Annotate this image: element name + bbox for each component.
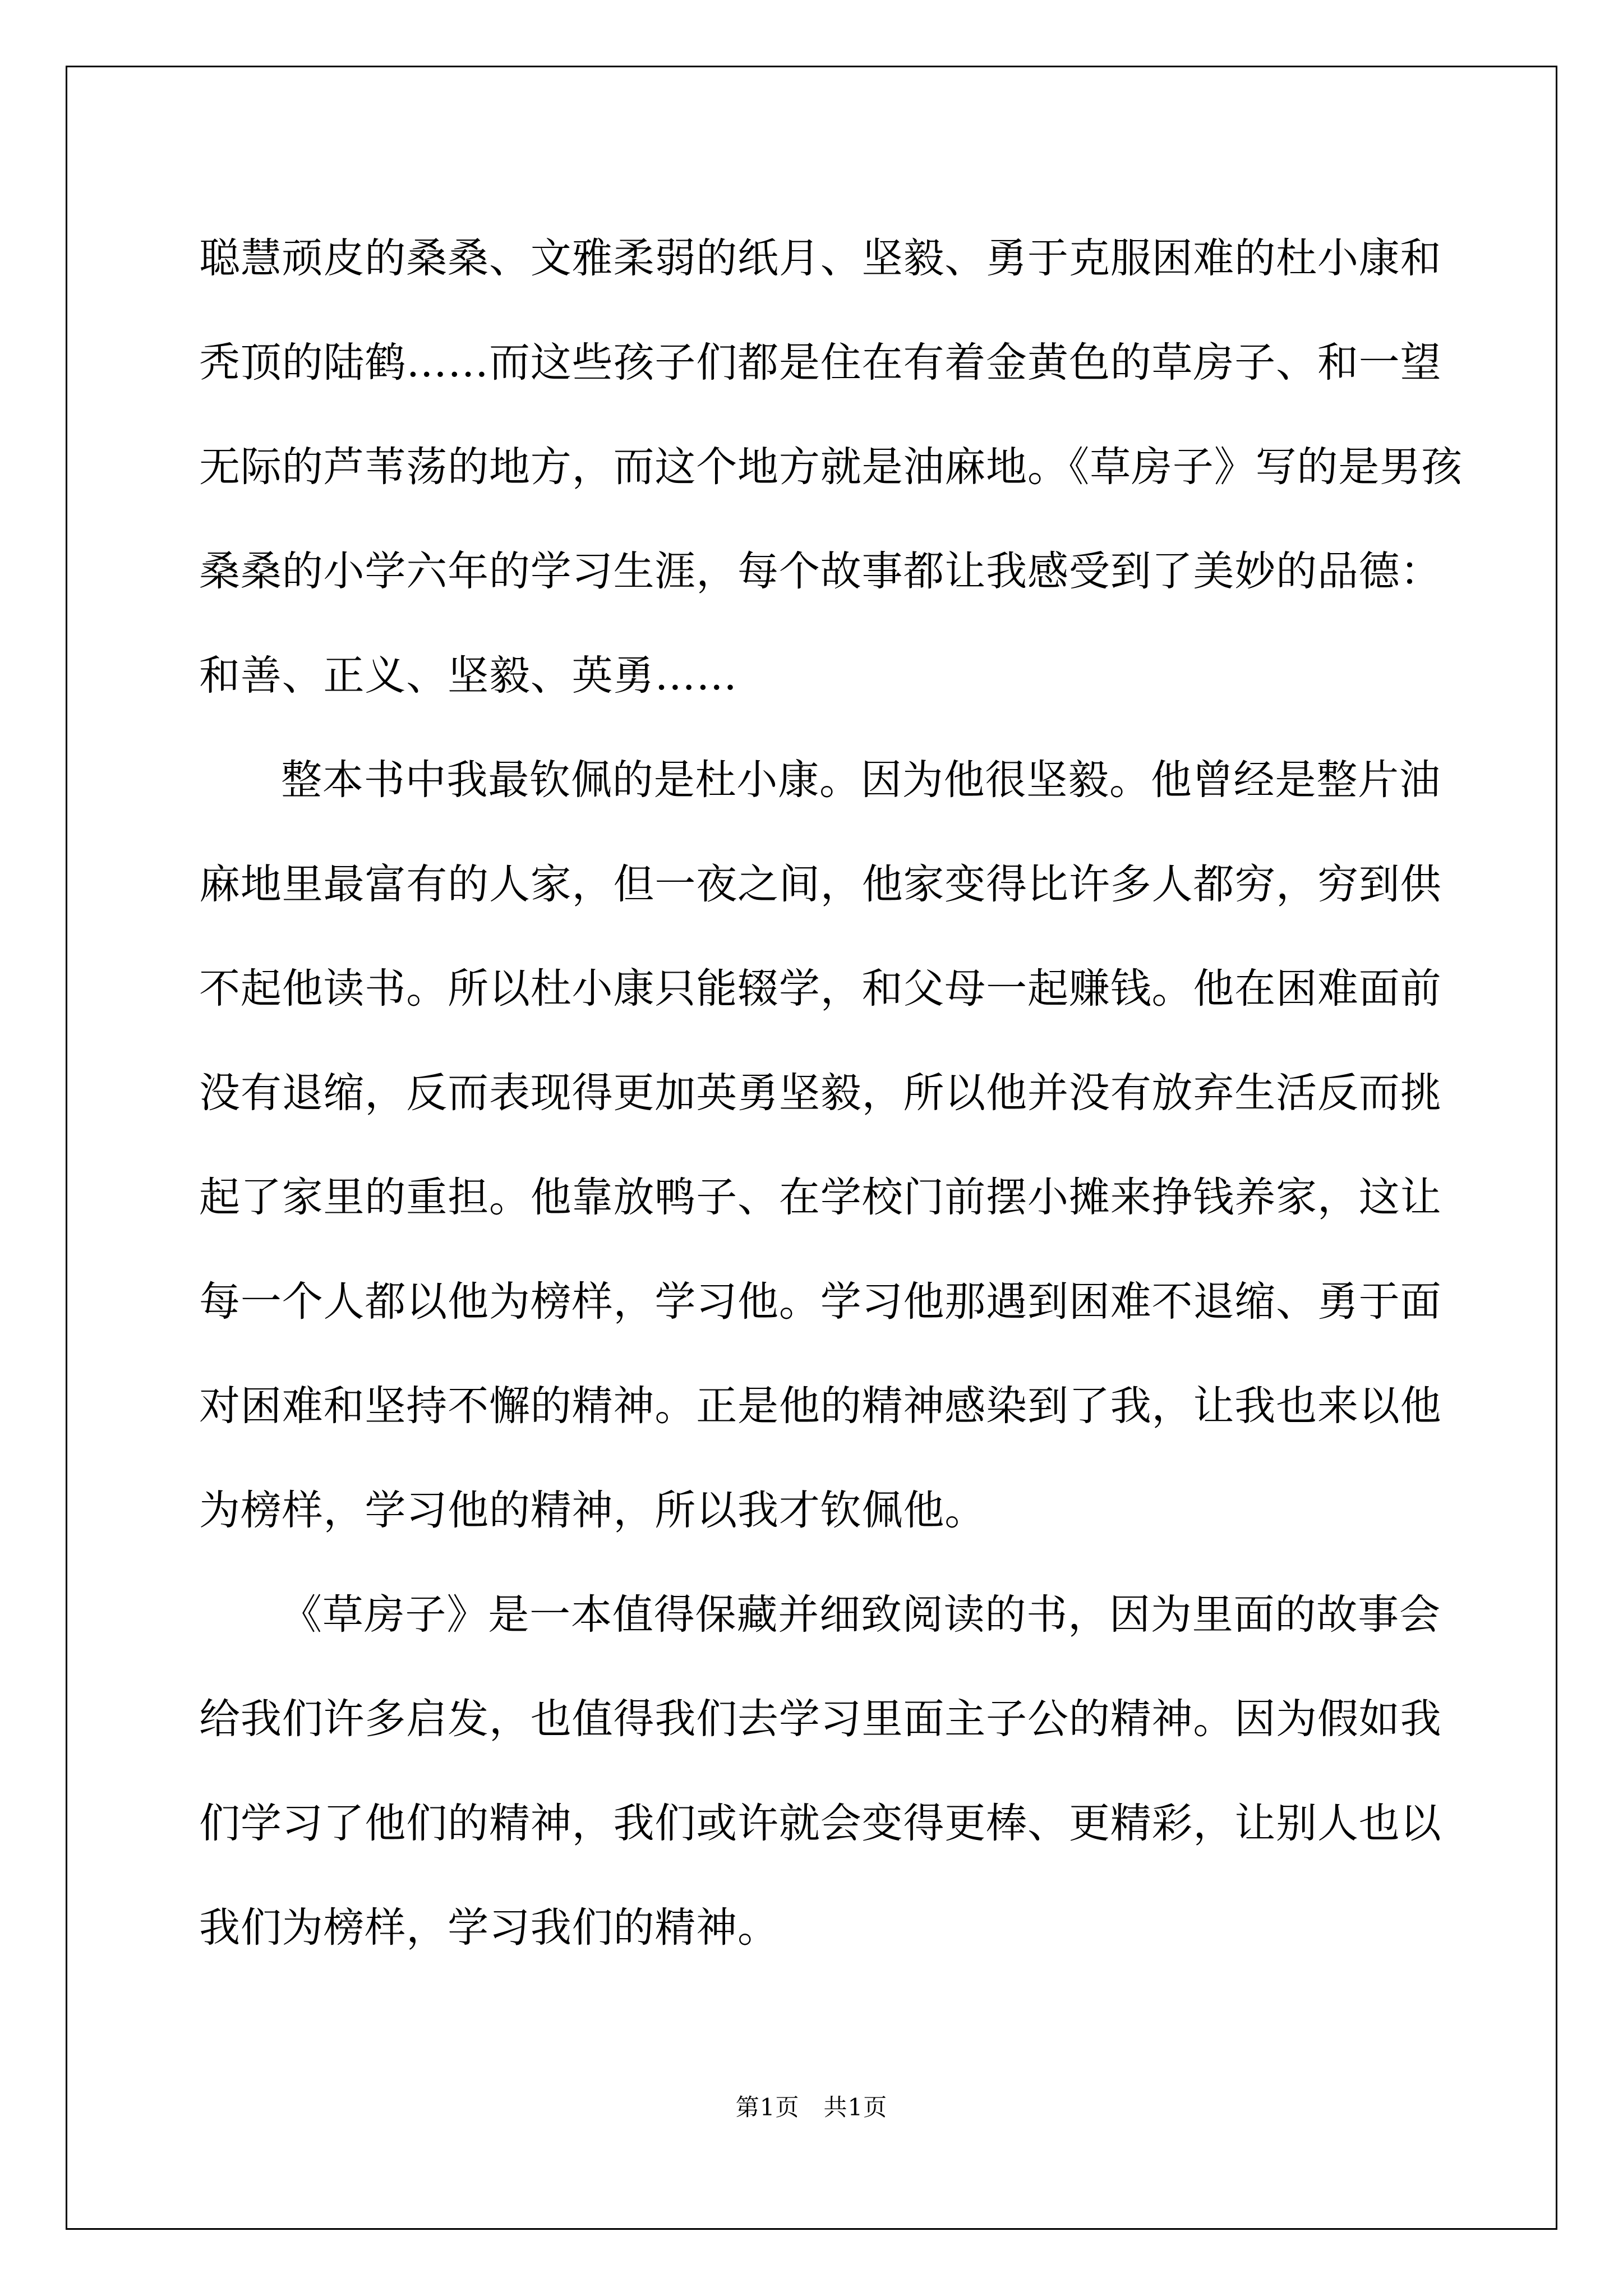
text-line: 为榜样，学习他的精神，所以我才钦佩他。 bbox=[199, 1487, 986, 1534]
text-line: 和善、正义、坚毅、英勇…… bbox=[199, 652, 738, 700]
text-line: 没有退缩，反而表现得更加英勇坚毅，所以他并没有放弃生活反而挑 bbox=[199, 1069, 1442, 1117]
paragraph-2 bbox=[199, 728, 1442, 1563]
text-line: 麻地里最富有的人家，但一夜之间，他家变得比许多人都穷，穷到供 bbox=[199, 861, 1442, 908]
text-line: 聪慧顽皮的桑桑、文雅柔弱的纸月、坚毅、勇于克服困难的杜小康和 bbox=[199, 234, 1442, 282]
text-line: 们学习了他们的精神，我们或许就会变得更棒、更精彩，让别人也以 bbox=[199, 1800, 1442, 1847]
text-line: 秃顶的陆鹤……而这些孩子们都是住在有着金黄色的草房子、和一望 bbox=[199, 339, 1442, 386]
text-line: 我们为榜样，学习我们的精神。 bbox=[199, 1904, 779, 1952]
text-line: 无际的芦苇荡的地方，而这个地方就是油麻地。《草房子》写的是男孩 bbox=[199, 443, 1463, 491]
paragraph-3 bbox=[199, 1563, 1442, 1980]
text-line: 《草房子》是一本值得保藏并细致阅读的书，因为里面的故事会 bbox=[281, 1591, 1441, 1639]
text-line: 整本书中我最钦佩的是杜小康。因为他很坚毅。他曾经是整片油 bbox=[281, 756, 1441, 804]
text-line: 对困难和坚持不懈的精神。正是他的精神感染到了我，让我也来以他 bbox=[199, 1382, 1442, 1430]
text-line: 给我们许多启发，也值得我们去学习里面主子公的精神。因为假如我 bbox=[199, 1695, 1442, 1743]
text-line: 不起他读书。所以杜小康只能辍学，和父母一起赚钱。他在困难面前 bbox=[199, 965, 1442, 1013]
page-number: 第1页 共1页 bbox=[735, 2093, 888, 2121]
document-body bbox=[199, 206, 1463, 1980]
paragraph-1 bbox=[199, 206, 1463, 728]
text-line: 桑桑的小学六年的学习生涯，每个故事都让我感受到了美妙的品德： bbox=[199, 547, 1442, 595]
text-line: 起了家里的重担。他靠放鸭子、在学校门前摆小摊来挣钱养家，这让 bbox=[199, 1174, 1442, 1221]
text-line: 每一个人都以他为榜样，学习他。学习他那遇到困难不退缩、勇于面 bbox=[199, 1278, 1442, 1326]
